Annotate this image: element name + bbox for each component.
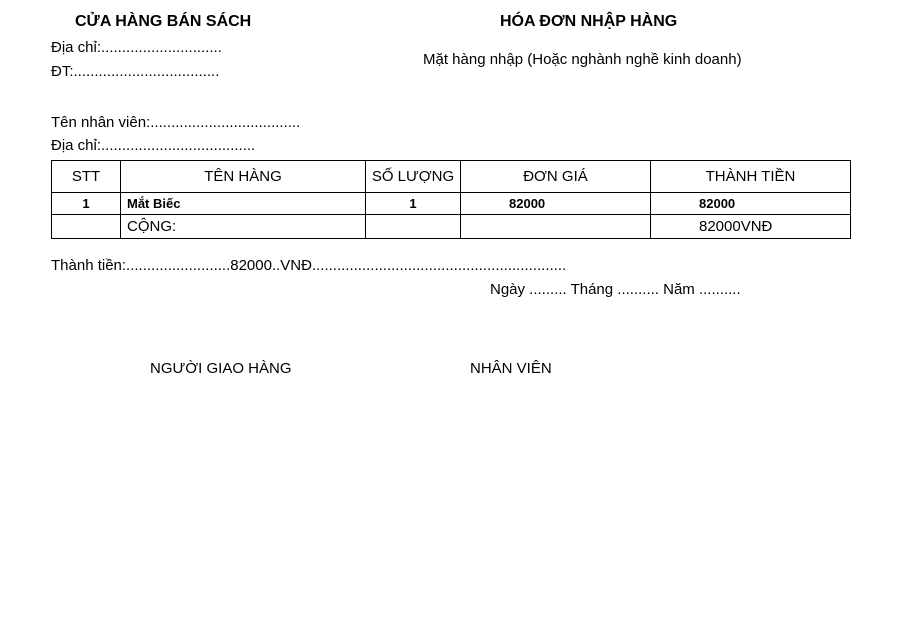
column-header-amount: THÀNH TIỀN [651,161,851,193]
employee-name: Tên nhân viên:.................................... [51,114,301,131]
table-header-row [52,161,851,193]
row-amount: 82000 [651,193,851,215]
total-amount: 82000VNĐ [651,215,851,239]
signature-staff: NHÂN VIÊN [470,360,552,377]
column-header-unit-price: ĐƠN GIÁ [461,161,651,193]
total-empty-cell [366,215,461,239]
employee-address: Địa chỉ:..................................... [51,137,256,154]
total-label: CỘNG: [121,215,366,239]
invoice-table [51,160,851,239]
column-header-quantity: SỐ LƯỢNG [366,161,461,193]
goods-type: Mặt hàng nhập (Hoặc nghành nghề kinh doanh) [423,51,742,68]
row-quantity: 1 [366,193,461,215]
total-empty-cell [461,215,651,239]
date-line: Ngày ......... Tháng .......... Năm .......... [490,281,741,298]
signature-deliverer: NGƯỜI GIAO HÀNG [150,360,292,377]
store-phone: ĐT:................................... [51,63,220,80]
store-address: Địa chỉ:............................. [51,39,222,56]
column-header-stt: STT [52,161,121,193]
amount-in-words: Thành tiền:.........................82000..VNĐ............................................................. [51,257,567,274]
total-empty-cell [52,215,121,239]
store-name: CỬA HÀNG BÁN SÁCH [75,13,252,30]
row-unit-price: 82000 [461,193,651,215]
invoice-title: HÓA ĐƠN NHẬP HÀNG [500,13,678,30]
row-name: Mắt Biếc [121,193,366,215]
total-row [52,215,851,239]
row-stt: 1 [52,193,121,215]
table-row [52,193,851,215]
column-header-name: TÊN HÀNG [121,161,366,193]
